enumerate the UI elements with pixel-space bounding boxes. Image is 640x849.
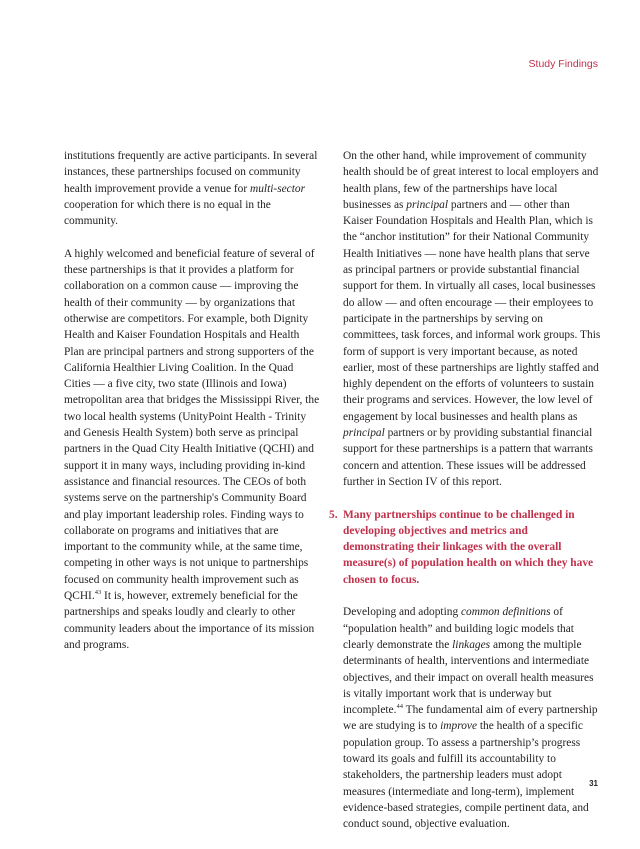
right-column <box>329 148 601 849</box>
emphasis-improve: improve <box>440 720 478 733</box>
text-run: Developing and adopting <box>343 606 461 619</box>
text-run: On the other hand, while improvement of community health should be of great interest to local employers and health plans, few of the partnerships have local businesses as <box>343 150 599 211</box>
text-run: It is, however, extremely beneficial for the partnerships and speaks loudly and clearly to other community leaders about the importance of its mission and programs. <box>64 590 315 651</box>
finding-heading: Many partnerships continue to be challenged in developing objectives and metrics and demonstrating their linkages with the overall measure(s) of population health on which they have chosen to focus. <box>343 508 594 586</box>
finding-number: 5. <box>329 508 338 521</box>
right-paragraph-2 <box>343 604 601 832</box>
footnote-ref-43: 43 <box>94 589 102 597</box>
text-run: the health of a specific population group. To assess a partnership’s progress toward its goals and fulfill its accountability to stakeholders, the partnership leaders must adopt measures (intermediate and long-term), implement evidence-based strategies, compile pertinent data, and conduct sound, objective evaluation. <box>343 720 589 831</box>
text-run: The fundamental aim of every partnership we are studying is to <box>343 704 598 733</box>
emphasis-linkages: linkages <box>452 638 491 651</box>
footnote-ref-44: 44 <box>396 703 403 711</box>
left-column <box>64 148 320 670</box>
emphasis-principal: principal <box>343 427 385 440</box>
right-paragraph-1 <box>343 148 601 490</box>
text-run: cooperation for which there is no equal in the community. <box>64 198 271 228</box>
text-run: among the multiple determinants of health, interventions and intermediate objectives, and their impact on overall health measures is vitally important work that is underway but incomplete. <box>343 638 594 717</box>
emphasis-principal: principal <box>406 198 449 211</box>
running-header: Study Findings <box>528 58 598 70</box>
text-run: A highly welcomed and beneficial feature of several of these partnerships is that it provides a platform for collaboration on a common cause — improving the health of their community — by organizations that otherwise are competitors. For example, both Dignity Health and Kaiser Foundation Hospitals and Health Plan are principal partners and strong supporters of the California Healthier Living Coalition. In the Quad Cities — a five city, two state (Illinois and Iowa) metropolitan area that bridges the Mississippi River, the two local health systems (UnityPoint Health - Trinity and Genesis Health System) both serve as principal partners in the Quad City Health Initiative (QCHI) and support it in many ways, including providing in-kind assistance and financial resources. The CEOs of both systems serve on the partnership's Community Board and play important leadership roles. Finding ways to collaborate on programs and initiatives that are important to the community while, at the same time, competing in other ways is not unique to partnerships focused on community health improvement such as QCHI. <box>64 247 320 603</box>
text-run: partners or by providing substantial financial support for these partnerships is a pattern that warrants concern and attention. These issues will be addressed further in Section IV of this report. <box>343 427 593 488</box>
text-run: institutions frequently are active participants. In several instances, these partnerships focused on community health improvement provide a venue for <box>64 150 318 195</box>
left-paragraph-1 <box>64 148 320 229</box>
left-paragraph-2 <box>64 246 320 653</box>
text-run: partners and — other than Kaiser Foundation Hospitals and Health Plan, which is the “anchor institution” for their National Community Health Initiatives — none have health plans that serve as principal partners or provide substantial financial support for them. In virtually all cases, local businesses do allow — and often encourage — their employees to participate in the partnerships by serving on committees, task forces, and informal work groups. This form of support is very important because, as noted earlier, most of these partnerships are lightly staffed and highly dependent on the efforts of volunteers to sustain their programs and services. However, the low level of engagement by local businesses and health plans as <box>343 198 601 423</box>
finding-5 <box>329 507 601 588</box>
page-number: 31 <box>589 779 598 788</box>
text-run: of “population health” and building logic models that clearly demonstrate the <box>343 606 574 651</box>
emphasis-common-definitions: common definitions <box>461 606 551 619</box>
emphasis-multi-sector: multi-sector <box>249 182 306 195</box>
